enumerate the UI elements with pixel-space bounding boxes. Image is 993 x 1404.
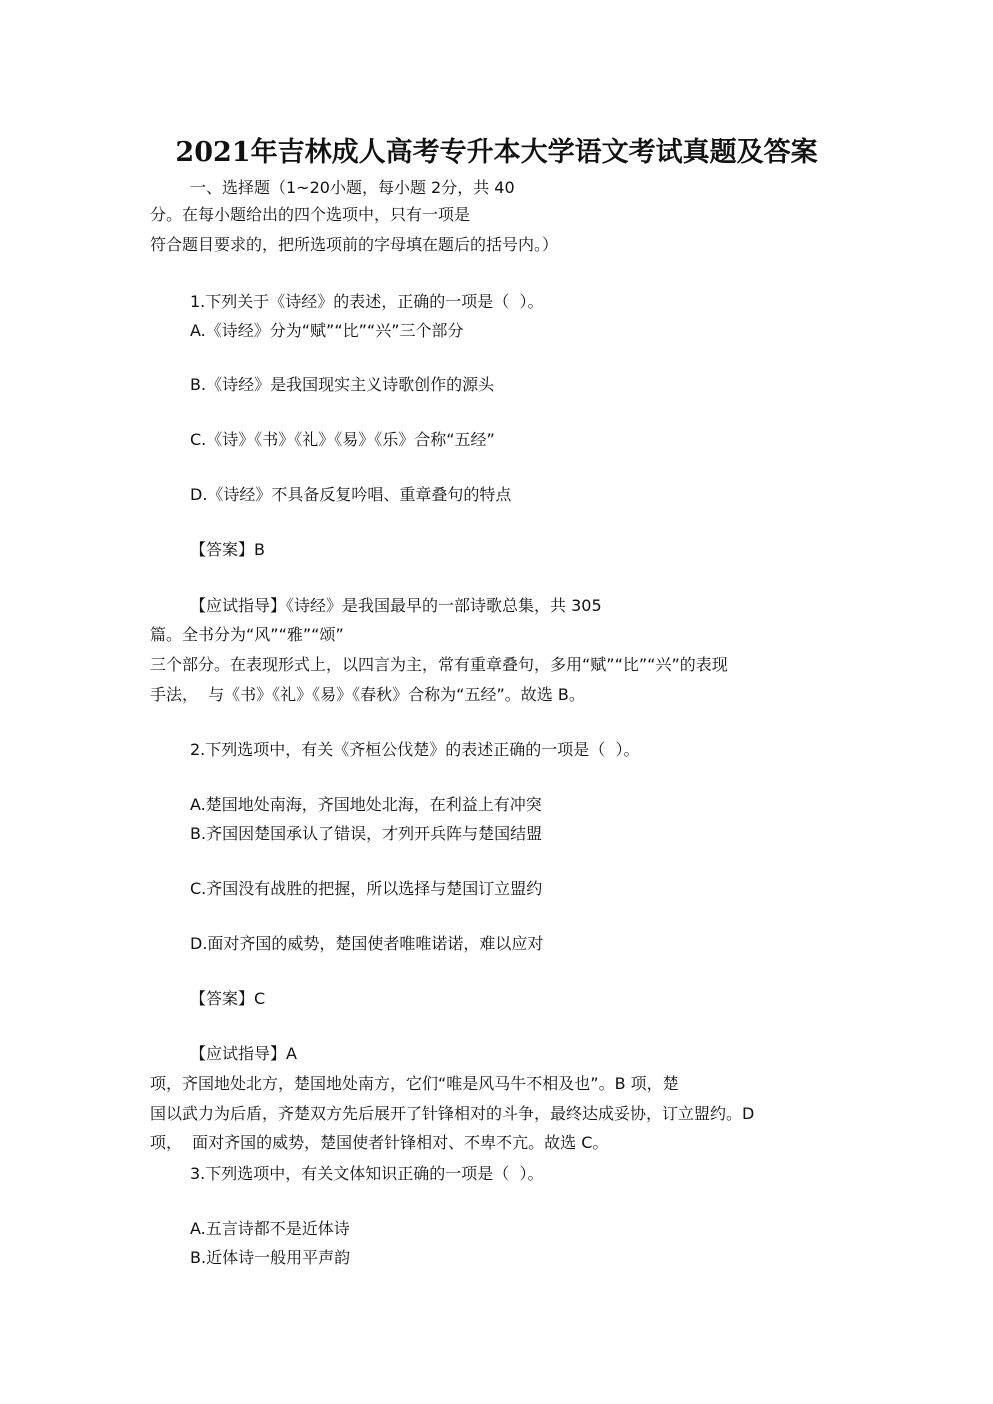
text-line: 【应试指导】《诗经》是我国最早的一部诗歌总集，共 305 [190,596,602,615]
text-line: C.《诗》《书》《礼》《易》《乐》合称“五经” [190,430,495,449]
text-line: 三个部分。在表现形式上，以四言为主，常有重章叠句，多用“赋”“比”“兴”的表现 [150,655,728,674]
document-title: 2021年吉林成人高考专升本大学语文考试真题及答案 [175,137,818,168]
text-line: A.楚国地处南海，齐国地处北海，在利益上有冲突 [190,795,542,814]
text-line: B.齐国因楚国承认了错误，才列开兵阵与楚国结盟 [190,824,543,843]
text-line: 手法， 与《书》《礼》《易》《春秋》合称为“五经”。故选 B。 [150,685,585,704]
text-line: 【应试指导】A [190,1044,297,1063]
text-line: 【答案】C [190,989,266,1008]
text-line: B.《诗经》是我国现实主义诗歌创作的源头 [190,375,495,394]
text-line: 一、选择题（1~20小题，每小题 2分，共 40 [190,178,515,197]
text-line: D.面对齐国的威势，楚国使者唯唯诺诺，难以应对 [190,934,544,953]
text-line: 3.下列选项中，有关文体知识正确的一项是（ ）。 [190,1164,544,1183]
text-line: A.《诗经》分为“赋”“比”“兴”三个部分 [190,321,464,340]
text-line: A.五言诗都不是近体诗 [190,1219,350,1238]
text-line: 【答案】B [190,540,265,559]
text-line: 1.下列关于《诗经》的表述，正确的一项是（ ）。 [190,292,544,311]
text-line: 国以武力为后盾，齐楚双方先后展开了针锋相对的斗争，最终达成妥协，订立盟约。D [150,1104,755,1123]
text-line: 分。在每小题给出的四个选项中，只有一项是 [150,205,471,224]
text-line: B.近体诗一般用平声韵 [190,1248,351,1267]
text-line: 项， 面对齐国的威势，楚国使者针锋相对、不卑不亢。故选 C。 [150,1133,609,1152]
text-line: D.《诗经》不具备反复吟唱、重章叠句的特点 [190,485,512,504]
text-line: 项，齐国地处北方，楚国地处南方，它们“唯是风马牛不相及也”。B 项，楚 [150,1074,679,1093]
text-line: C.齐国没有战胜的把握，所以选择与楚国订立盟约 [190,879,543,898]
text-line: 2.下列选项中，有关《齐桓公伐楚》的表述正确的一项是（ ）。 [190,740,640,759]
text-line: 篇。全书分为“风”“雅”“颂” [150,625,344,644]
text-line: 符合题目要求的，把所选项前的字母填在题后的括号内。） [150,235,559,254]
